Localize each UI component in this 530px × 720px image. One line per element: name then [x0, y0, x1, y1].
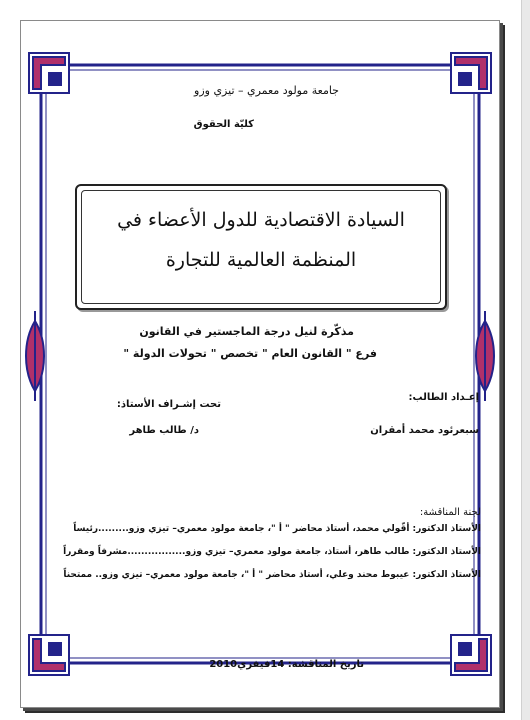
committee-member: الأستاذ الدكتور: أقّولي محمد، أستاذ محاضر " أ "، جامعة مولود معمري– تيزي وزو.........رئيساً: [73, 524, 481, 534]
defense-date: تاريخ المناقشة: 14فيفري2010: [209, 659, 364, 670]
specialization: فرع " القانون العام " تخصص " تحولات الدولة ": [123, 347, 377, 360]
viewer-scrollbar[interactable]: [521, 0, 530, 720]
student-name: سبعرئود محمد أمقران: [370, 425, 479, 436]
committee-heading: لجنة المناقشة:: [419, 507, 481, 518]
thesis-title-line-1: السيادة الاقتصادية للدول الأعضاء في: [117, 209, 405, 231]
corner-ornament-bottom-left: [29, 635, 69, 675]
corner-ornament-top-left: [29, 53, 69, 93]
supervisor-label: تحت إشـراف الأستاذ:: [116, 399, 221, 410]
degree-statement: مذكّرة لنيل درجة الماجستير في القانون: [139, 325, 354, 338]
decorative-border: [21, 21, 499, 707]
committee-member: الأستاذ الدكتور: طالب طاهر، أستاذ، جامعة مولود معمري– تيزي وزو.................مشرفاً ومقرراً: [63, 547, 481, 557]
faculty-name: كليّة الحقوق: [193, 119, 254, 130]
committee-member: الأستاذ الدكتور: عيبوط محند وعلي، أستاذ محاضر " أ "، جامعة مولود معمري– تيزي وزو.. ممتحناً: [63, 570, 481, 580]
corner-ornament-bottom-right: [451, 635, 491, 675]
university-name: جامعة مولود معمري – تيزي وزو: [194, 84, 339, 97]
document-page: [20, 20, 500, 708]
title-box: [75, 184, 447, 310]
student-label: إعـداد الطالب:: [408, 392, 479, 403]
thesis-title-line-2: المنظمة العالمية للتجارة: [165, 249, 357, 271]
supervisor-name: د/ طالب طاهر: [129, 425, 199, 436]
corner-ornament-top-right: [451, 53, 491, 93]
